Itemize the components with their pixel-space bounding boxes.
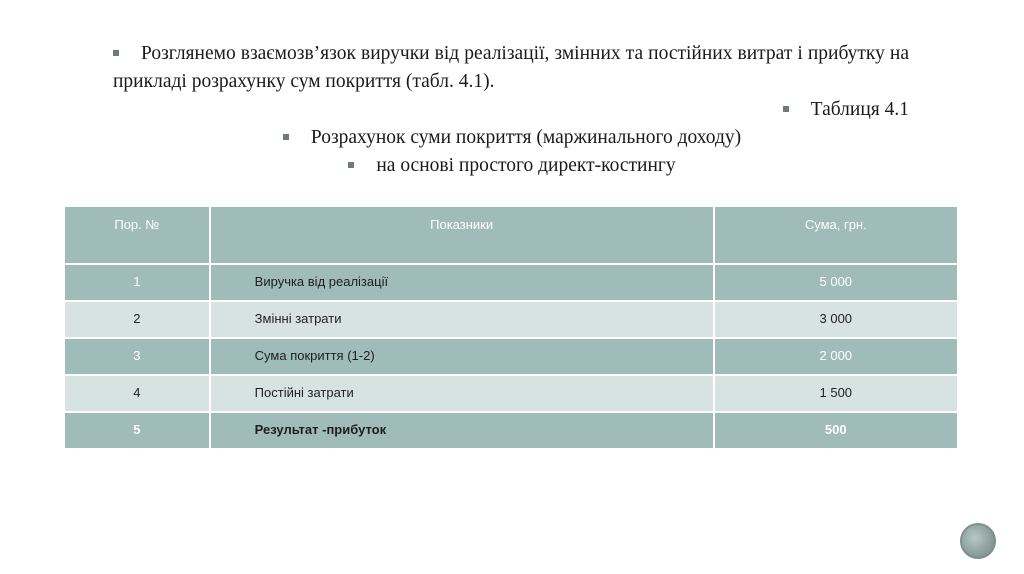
bullet-icon	[283, 134, 289, 140]
row-name: Постійні затрати	[210, 375, 714, 412]
table-row	[64, 338, 958, 375]
bullet-icon	[783, 106, 789, 112]
row-number: 2	[64, 301, 210, 338]
row-sum: 500	[714, 412, 958, 449]
header-sum: Сума, грн.	[714, 206, 958, 264]
table-row	[64, 375, 958, 412]
row-number: 4	[64, 375, 210, 412]
intro-paragraph	[113, 40, 909, 96]
row-name: Змінні затрати	[210, 301, 714, 338]
table-label: Таблиця 4.1	[783, 96, 909, 124]
header-number: Пор. №	[64, 206, 210, 264]
slide-nav-circle-icon	[960, 523, 996, 559]
coverage-table	[63, 205, 959, 450]
row-sum: 1 500	[714, 375, 958, 412]
header-indicators: Показники	[210, 206, 714, 264]
row-number: 1	[64, 264, 210, 301]
bullet-icon	[113, 50, 119, 56]
table-header-row	[64, 206, 958, 264]
row-number: 3	[64, 338, 210, 375]
bullet-icon	[348, 162, 354, 168]
table-title-line2: на основі простого директ-костингу	[0, 152, 1024, 180]
table-row	[64, 412, 958, 449]
row-name: Результат -прибуток	[210, 412, 714, 449]
table-row	[64, 264, 958, 301]
row-sum: 5 000	[714, 264, 958, 301]
row-sum: 3 000	[714, 301, 958, 338]
row-sum: 2 000	[714, 338, 958, 375]
row-name: Сума покриття (1-2)	[210, 338, 714, 375]
row-name: Виручка від реалізації	[210, 264, 714, 301]
table-title-line1: Розрахунок суми покриття (маржинального доходу)	[0, 124, 1024, 152]
intro-text: Розглянемо взаємозв’язок виручки від реалізації, змінних та постійних витрат і прибутку на прикладі розрахунку сум покриття (табл. 4.1).	[113, 43, 909, 92]
table-row	[64, 301, 958, 338]
row-number: 5	[64, 412, 210, 449]
